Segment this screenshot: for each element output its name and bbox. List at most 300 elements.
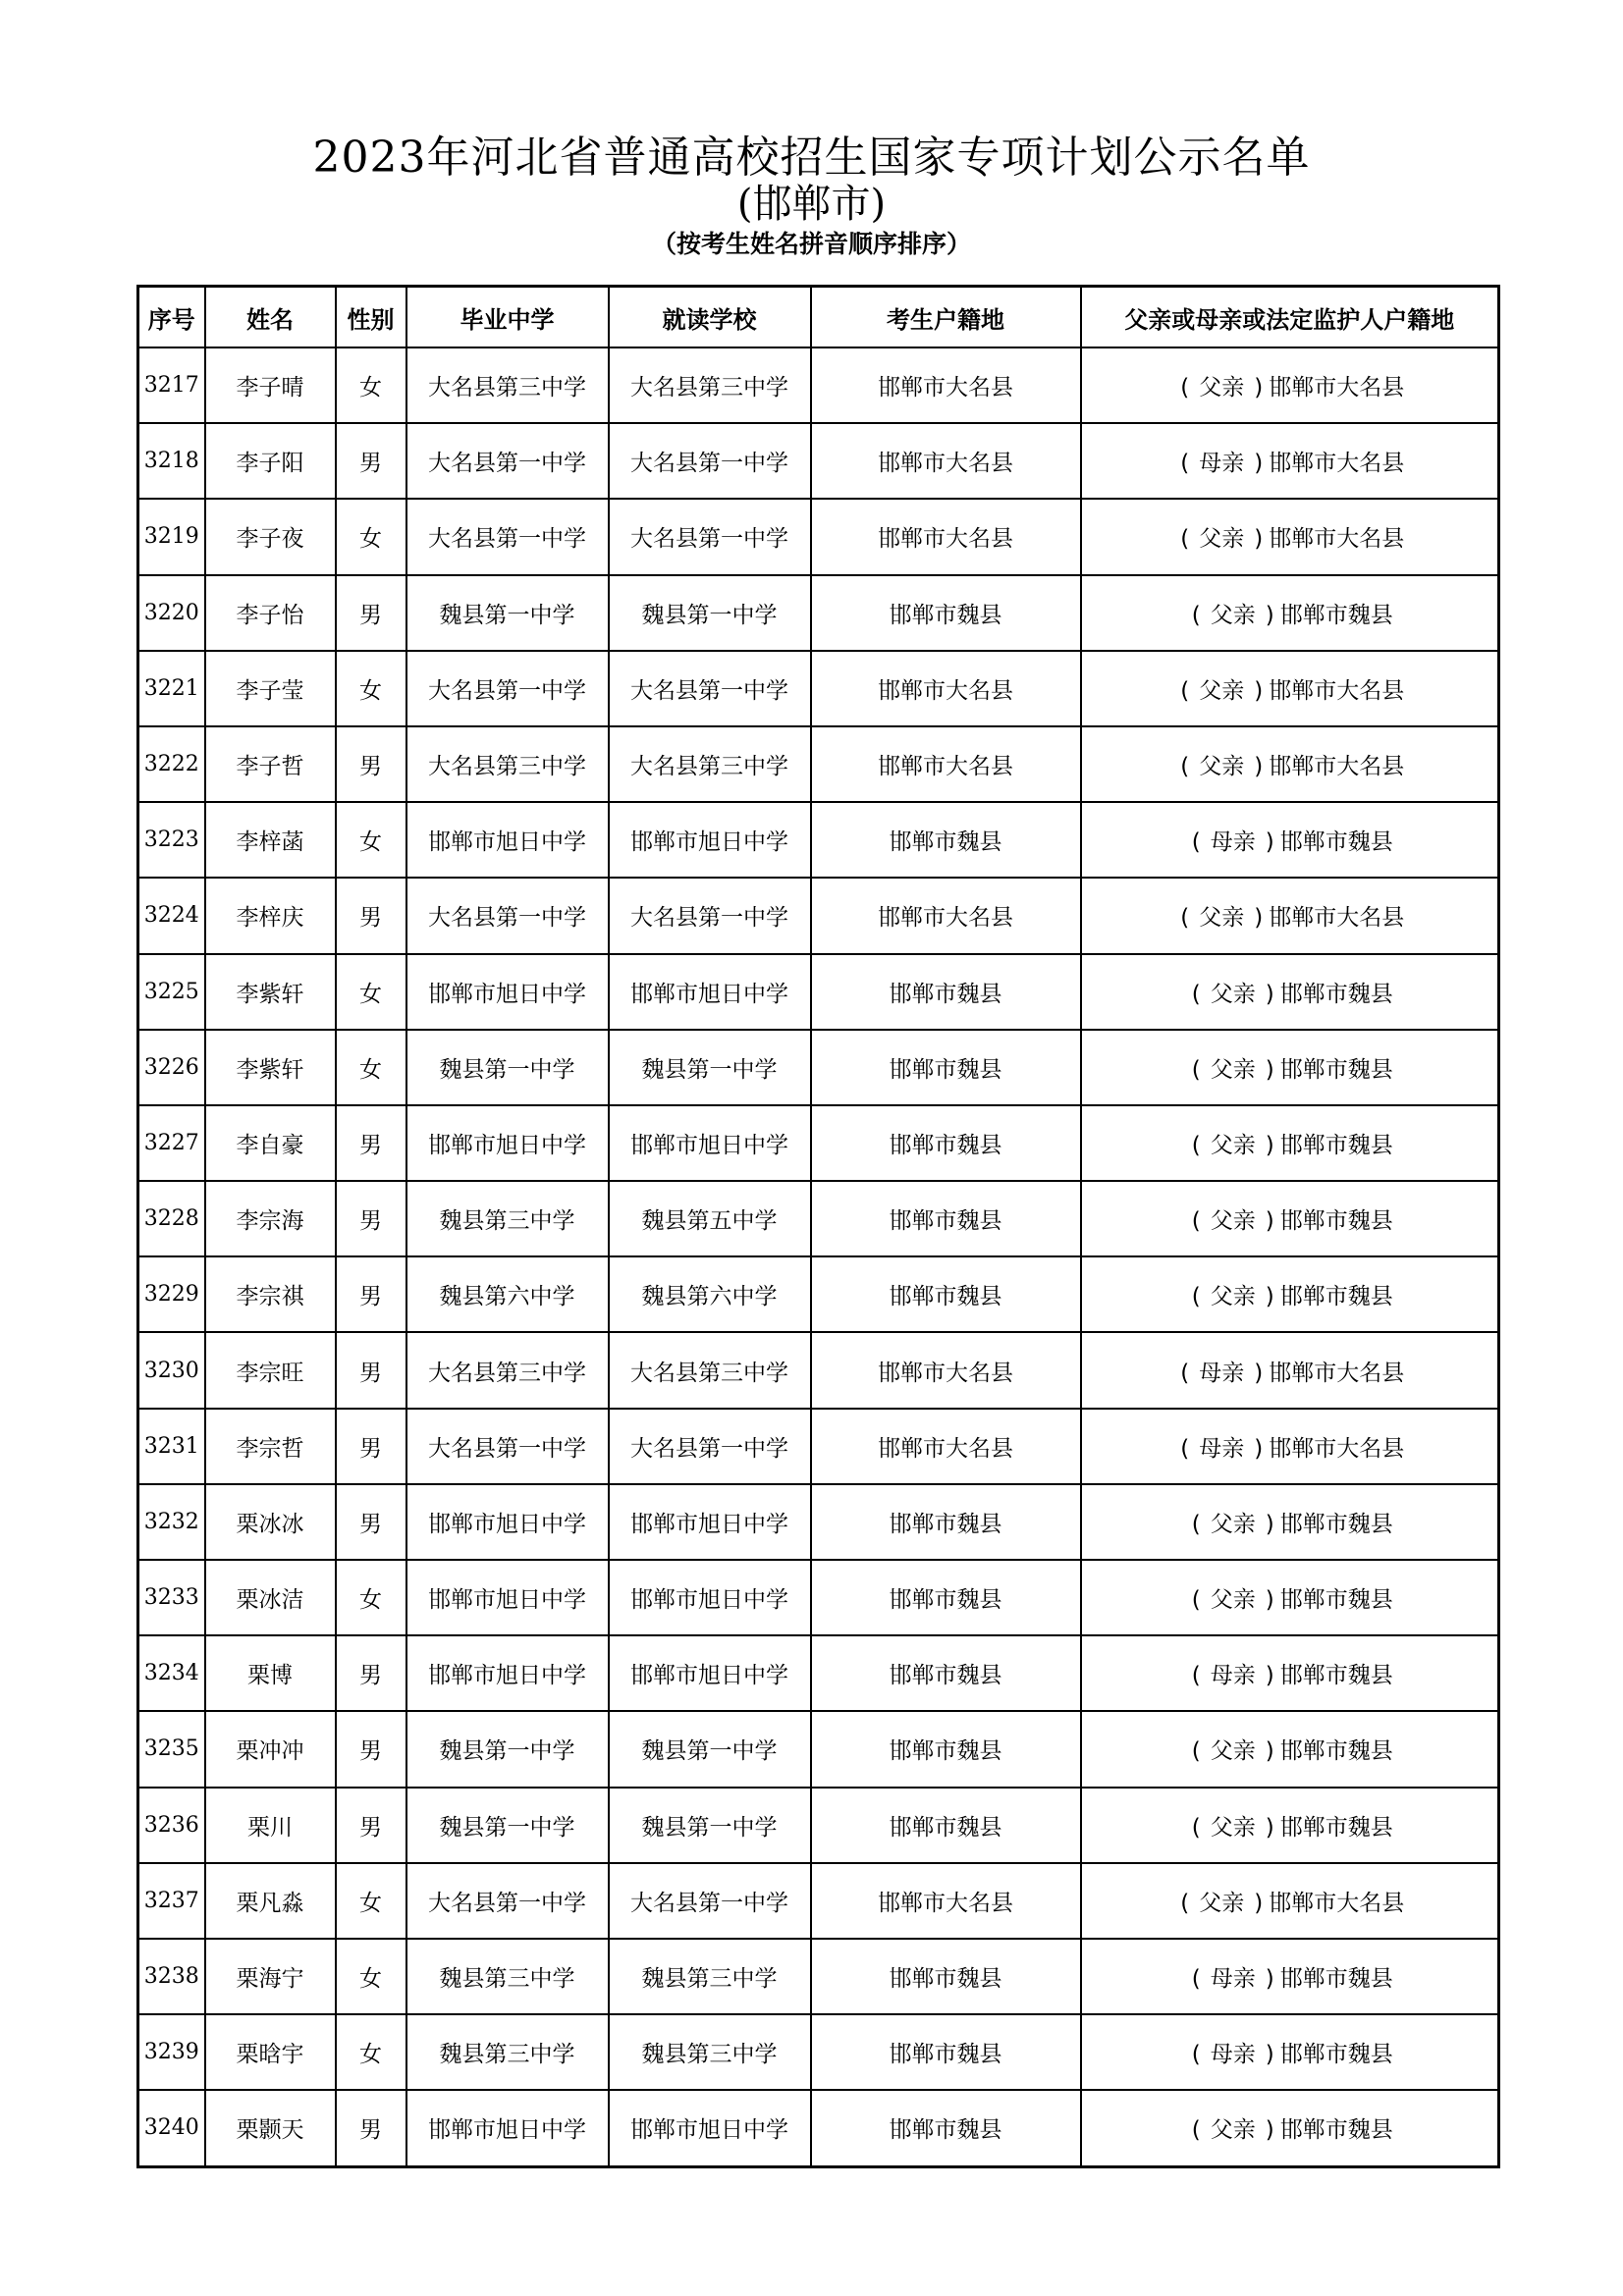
- cell-grad-school: 邯郸市旭日中学: [406, 2090, 609, 2166]
- guardian-relation: 父亲: [1210, 1511, 1256, 1537]
- cell-grad-school: 大名县第一中学: [406, 423, 609, 499]
- relation-open-paren: (: [1180, 1360, 1190, 1386]
- relation-open-paren: (: [1180, 526, 1190, 553]
- relation-close-paren: ): [1265, 1132, 1274, 1158]
- relation-close-paren: ): [1254, 1435, 1264, 1462]
- relation-open-paren: (: [1180, 905, 1190, 932]
- guardian-relation: 母亲: [1199, 1360, 1245, 1386]
- relation-open-paren: (: [1191, 1814, 1201, 1841]
- cell-seq: 3228: [138, 1181, 205, 1256]
- guardian-relation: 父亲: [1210, 1208, 1256, 1235]
- column-header-hukou: 考生户籍地: [811, 287, 1081, 348]
- cell-gender: 男: [336, 878, 406, 953]
- guardian-hukou: 邯郸市大名县: [1269, 526, 1405, 553]
- guardian-hukou: 邯郸市大名县: [1269, 905, 1405, 932]
- cell-name: 李子怡: [205, 575, 336, 651]
- table-row: [138, 802, 1499, 878]
- page-subtitle: (邯郸市): [736, 182, 887, 227]
- cell-hukou: 邯郸市魏县: [811, 954, 1081, 1030]
- relation-open-paren: (: [1191, 1738, 1201, 1765]
- table-row: [138, 726, 1499, 802]
- cell-grad-school: 大名县第三中学: [406, 726, 609, 802]
- cell-grad-school: 魏县第六中学: [406, 1256, 609, 1332]
- guardian-relation: 母亲: [1210, 1966, 1256, 1993]
- cell-grad-school: 魏县第一中学: [406, 575, 609, 651]
- cell-gender: 女: [336, 651, 406, 726]
- cell-current-school: 大名县第一中学: [609, 1409, 811, 1484]
- cell-gender: 男: [336, 1256, 406, 1332]
- table-row: [138, 878, 1499, 953]
- relation-close-paren: ): [1265, 1056, 1274, 1083]
- guardian-hukou: 邯郸市魏县: [1279, 829, 1393, 856]
- cell-current-school: 魏县第一中学: [609, 575, 811, 651]
- cell-name: 李宗祺: [205, 1256, 336, 1332]
- cell-hukou: 邯郸市魏县: [811, 1788, 1081, 1863]
- cell-seq: 3231: [138, 1409, 205, 1484]
- cell-gender: 男: [336, 1788, 406, 1863]
- guardian-hukou: 邯郸市大名县: [1269, 677, 1405, 704]
- cell-hukou: 邯郸市魏县: [811, 1939, 1081, 2014]
- cell-guardian-hukou: [1081, 1030, 1499, 1105]
- cell-seq: 3229: [138, 1256, 205, 1332]
- relation-open-paren: (: [1191, 829, 1201, 856]
- cell-gender: 女: [336, 954, 406, 1030]
- roster-body: [138, 347, 1499, 2166]
- cell-grad-school: 魏县第一中学: [406, 1030, 609, 1105]
- guardian-hukou: 邯郸市魏县: [1279, 1132, 1393, 1158]
- cell-current-school: 魏县第一中学: [609, 1030, 811, 1105]
- cell-hukou: 邯郸市魏县: [811, 1635, 1081, 1711]
- guardian-hukou: 邯郸市大名县: [1269, 375, 1405, 401]
- guardian-relation: 父亲: [1199, 754, 1245, 780]
- cell-guardian-hukou: [1081, 1560, 1499, 1635]
- cell-current-school: 大名县第三中学: [609, 726, 811, 802]
- cell-name: 栗川: [205, 1788, 336, 1863]
- cell-hukou: 邯郸市魏县: [811, 1256, 1081, 1332]
- cell-seq: 3223: [138, 802, 205, 878]
- cell-grad-school: 邯郸市旭日中学: [406, 954, 609, 1030]
- cell-hukou: 邯郸市魏县: [811, 1484, 1081, 1560]
- cell-grad-school: 邯郸市旭日中学: [406, 1560, 609, 1635]
- table-header-row: [138, 287, 1499, 348]
- guardian-hukou: 邯郸市大名县: [1269, 754, 1405, 780]
- cell-guardian-hukou: [1081, 1711, 1499, 1787]
- column-header-gender: 性别: [336, 287, 406, 348]
- cell-hukou: 邯郸市大名县: [811, 1409, 1081, 1484]
- table-row: [138, 2090, 1499, 2166]
- cell-gender: 男: [336, 1105, 406, 1181]
- table-row: [138, 1560, 1499, 1635]
- relation-open-paren: (: [1191, 981, 1201, 1007]
- cell-gender: 男: [336, 1711, 406, 1787]
- cell-name: 李宗海: [205, 1181, 336, 1256]
- cell-current-school: 魏县第一中学: [609, 1788, 811, 1863]
- cell-seq: 3240: [138, 2090, 205, 2166]
- cell-guardian-hukou: [1081, 499, 1499, 574]
- relation-open-paren: (: [1180, 1890, 1190, 1916]
- relation-close-paren: ): [1265, 602, 1274, 628]
- table-row: [138, 1484, 1499, 1560]
- cell-hukou: 邯郸市大名县: [811, 1863, 1081, 1939]
- cell-gender: 女: [336, 347, 406, 423]
- guardian-relation: 父亲: [1199, 905, 1245, 932]
- cell-current-school: 邯郸市旭日中学: [609, 954, 811, 1030]
- cell-current-school: 大名县第一中学: [609, 1863, 811, 1939]
- guardian-hukou: 邯郸市大名县: [1269, 451, 1405, 477]
- cell-guardian-hukou: [1081, 878, 1499, 953]
- cell-guardian-hukou: [1081, 726, 1499, 802]
- table-row: [138, 1863, 1499, 1939]
- relation-close-paren: ): [1265, 1208, 1274, 1235]
- table-row: [138, 347, 1499, 423]
- cell-seq: 3233: [138, 1560, 205, 1635]
- guardian-relation: 父亲: [1210, 1738, 1256, 1765]
- cell-gender: 男: [336, 2090, 406, 2166]
- cell-name: 栗冲冲: [205, 1711, 336, 1787]
- cell-current-school: 邯郸市旭日中学: [609, 1484, 811, 1560]
- relation-close-paren: ): [1265, 1511, 1274, 1537]
- cell-name: 栗冰洁: [205, 1560, 336, 1635]
- table-row: [138, 1256, 1499, 1332]
- cell-current-school: 大名县第一中学: [609, 651, 811, 726]
- relation-close-paren: ): [1265, 2042, 1274, 2068]
- cell-gender: 女: [336, 499, 406, 574]
- table-row: [138, 1788, 1499, 1863]
- cell-guardian-hukou: [1081, 1181, 1499, 1256]
- cell-hukou: 邯郸市魏县: [811, 802, 1081, 878]
- cell-name: 李梓菡: [205, 802, 336, 878]
- relation-open-paren: (: [1191, 1663, 1201, 1689]
- column-header-seq: 序号: [138, 287, 205, 348]
- cell-name: 李紫轩: [205, 1030, 336, 1105]
- relation-open-paren: (: [1191, 1132, 1201, 1158]
- relation-close-paren: ): [1265, 1814, 1274, 1841]
- relation-close-paren: ): [1254, 451, 1264, 477]
- relation-open-paren: (: [1180, 677, 1190, 704]
- cell-guardian-hukou: [1081, 1863, 1499, 1939]
- cell-gender: 女: [336, 1863, 406, 1939]
- cell-guardian-hukou: [1081, 651, 1499, 726]
- cell-grad-school: 大名县第三中学: [406, 347, 609, 423]
- cell-current-school: 邯郸市旭日中学: [609, 2090, 811, 2166]
- cell-guardian-hukou: [1081, 1788, 1499, 1863]
- cell-current-school: 魏县第一中学: [609, 1711, 811, 1787]
- guardian-relation: 母亲: [1210, 1663, 1256, 1689]
- relation-close-paren: ): [1254, 526, 1264, 553]
- cell-grad-school: 大名县第一中学: [406, 878, 609, 953]
- relation-open-paren: (: [1180, 375, 1190, 401]
- guardian-hukou: 邯郸市魏县: [1279, 1284, 1393, 1310]
- cell-guardian-hukou: [1081, 2090, 1499, 2166]
- cell-guardian-hukou: [1081, 954, 1499, 1030]
- cell-gender: 男: [336, 1181, 406, 1256]
- guardian-hukou: 邯郸市魏县: [1279, 1587, 1393, 1614]
- cell-current-school: 大名县第一中学: [609, 878, 811, 953]
- cell-name: 栗晗宇: [205, 2014, 336, 2090]
- guardian-hukou: 邯郸市魏县: [1279, 1663, 1393, 1689]
- table-row: [138, 954, 1499, 1030]
- relation-close-paren: ): [1254, 677, 1264, 704]
- cell-hukou: 邯郸市魏县: [811, 2014, 1081, 2090]
- cell-grad-school: 大名县第三中学: [406, 1332, 609, 1408]
- cell-gender: 女: [336, 802, 406, 878]
- cell-hukou: 邯郸市大名县: [811, 423, 1081, 499]
- table-row: [138, 1030, 1499, 1105]
- table-row: [138, 1939, 1499, 2014]
- table-row: [138, 1105, 1499, 1181]
- guardian-hukou: 邯郸市魏县: [1279, 1738, 1393, 1765]
- cell-guardian-hukou: [1081, 802, 1499, 878]
- guardian-hukou: 邯郸市魏县: [1279, 981, 1393, 1007]
- cell-hukou: 邯郸市大名县: [811, 347, 1081, 423]
- cell-name: 李自豪: [205, 1105, 336, 1181]
- table-row: [138, 1332, 1499, 1408]
- cell-current-school: 邯郸市旭日中学: [609, 1635, 811, 1711]
- cell-gender: 男: [336, 726, 406, 802]
- guardian-relation: 父亲: [1199, 375, 1245, 401]
- relation-close-paren: ): [1265, 1284, 1274, 1310]
- cell-grad-school: 邯郸市旭日中学: [406, 802, 609, 878]
- table-row: [138, 1711, 1499, 1787]
- cell-current-school: 魏县第三中学: [609, 1939, 811, 2014]
- cell-grad-school: 邯郸市旭日中学: [406, 1635, 609, 1711]
- cell-name: 栗凡淼: [205, 1863, 336, 1939]
- table-row: [138, 575, 1499, 651]
- cell-grad-school: 大名县第一中学: [406, 499, 609, 574]
- table-row: [138, 499, 1499, 574]
- guardian-relation: 父亲: [1210, 1587, 1256, 1614]
- guardian-relation: 父亲: [1210, 981, 1256, 1007]
- cell-hukou: 邯郸市魏县: [811, 1105, 1081, 1181]
- relation-close-paren: ): [1254, 375, 1264, 401]
- relation-close-paren: ): [1254, 754, 1264, 780]
- cell-current-school: 大名县第三中学: [609, 347, 811, 423]
- guardian-relation: 母亲: [1199, 451, 1245, 477]
- cell-seq: 3227: [138, 1105, 205, 1181]
- cell-gender: 男: [336, 423, 406, 499]
- cell-grad-school: 魏县第一中学: [406, 1788, 609, 1863]
- cell-name: 李子阳: [205, 423, 336, 499]
- cell-seq: 3239: [138, 2014, 205, 2090]
- relation-open-paren: (: [1191, 1587, 1201, 1614]
- relation-close-paren: ): [1265, 1738, 1274, 1765]
- cell-seq: 3225: [138, 954, 205, 1030]
- cell-seq: 3219: [138, 499, 205, 574]
- relation-close-paren: ): [1254, 1360, 1264, 1386]
- table-row: [138, 423, 1499, 499]
- cell-seq: 3234: [138, 1635, 205, 1711]
- cell-guardian-hukou: [1081, 2014, 1499, 2090]
- cell-name: 栗博: [205, 1635, 336, 1711]
- cell-seq: 3230: [138, 1332, 205, 1408]
- guardian-relation: 父亲: [1199, 677, 1245, 704]
- cell-grad-school: 魏县第一中学: [406, 1711, 609, 1787]
- cell-name: 李子晴: [205, 347, 336, 423]
- guardian-relation: 父亲: [1210, 602, 1256, 628]
- cell-gender: 女: [336, 1939, 406, 2014]
- cell-guardian-hukou: [1081, 1484, 1499, 1560]
- cell-hukou: 邯郸市魏县: [811, 575, 1081, 651]
- table-row: [138, 1181, 1499, 1256]
- cell-name: 栗颢天: [205, 2090, 336, 2166]
- relation-open-paren: (: [1191, 1208, 1201, 1235]
- cell-seq: 3222: [138, 726, 205, 802]
- cell-seq: 3217: [138, 347, 205, 423]
- cell-seq: 3235: [138, 1711, 205, 1787]
- cell-hukou: 邯郸市大名县: [811, 878, 1081, 953]
- cell-name: 李宗旺: [205, 1332, 336, 1408]
- guardian-relation: 父亲: [1210, 1814, 1256, 1841]
- cell-hukou: 邯郸市魏县: [811, 2090, 1081, 2166]
- relation-open-paren: (: [1180, 451, 1190, 477]
- guardian-hukou: 邯郸市大名县: [1269, 1890, 1405, 1916]
- guardian-hukou: 邯郸市魏县: [1279, 1814, 1393, 1841]
- guardian-hukou: 邯郸市魏县: [1279, 1511, 1393, 1537]
- guardian-hukou: 邯郸市大名县: [1269, 1360, 1405, 1386]
- guardian-relation: 母亲: [1199, 1435, 1245, 1462]
- column-header-name: 姓名: [205, 287, 336, 348]
- cell-seq: 3224: [138, 878, 205, 953]
- cell-seq: 3232: [138, 1484, 205, 1560]
- guardian-relation: 父亲: [1199, 1890, 1245, 1916]
- relation-close-paren: ): [1265, 981, 1274, 1007]
- cell-grad-school: 邯郸市旭日中学: [406, 1484, 609, 1560]
- cell-current-school: 邯郸市旭日中学: [609, 1105, 811, 1181]
- table-row: [138, 1635, 1499, 1711]
- cell-guardian-hukou: [1081, 1635, 1499, 1711]
- relation-close-paren: ): [1254, 1890, 1264, 1916]
- relation-open-paren: (: [1191, 1511, 1201, 1537]
- guardian-relation: 母亲: [1210, 2042, 1256, 2068]
- cell-name: 李子夜: [205, 499, 336, 574]
- cell-current-school: 魏县第三中学: [609, 2014, 811, 2090]
- cell-current-school: 魏县第五中学: [609, 1181, 811, 1256]
- column-header-guardian-hukou: 父亲或母亲或法定监护人户籍地: [1081, 287, 1499, 348]
- cell-gender: 男: [336, 1332, 406, 1408]
- cell-grad-school: 魏县第三中学: [406, 1939, 609, 2014]
- relation-close-paren: ): [1254, 905, 1264, 932]
- cell-gender: 女: [336, 1560, 406, 1635]
- guardian-relation: 父亲: [1210, 1284, 1256, 1310]
- guardian-hukou: 邯郸市魏县: [1279, 1056, 1393, 1083]
- cell-gender: 男: [336, 1635, 406, 1711]
- cell-seq: 3221: [138, 651, 205, 726]
- relation-open-paren: (: [1191, 1284, 1201, 1310]
- page-title: 2023年河北省普通高校招生国家专项计划公示名单: [312, 133, 1311, 183]
- guardian-hukou: 邯郸市魏县: [1279, 2117, 1393, 2144]
- cell-current-school: 大名县第一中学: [609, 499, 811, 574]
- cell-hukou: 邯郸市大名县: [811, 651, 1081, 726]
- cell-guardian-hukou: [1081, 1105, 1499, 1181]
- cell-guardian-hukou: [1081, 1332, 1499, 1408]
- cell-seq: 3218: [138, 423, 205, 499]
- guardian-relation: 父亲: [1199, 526, 1245, 553]
- cell-gender: 女: [336, 2014, 406, 2090]
- cell-seq: 3220: [138, 575, 205, 651]
- relation-open-paren: (: [1191, 1056, 1201, 1083]
- cell-guardian-hukou: [1081, 347, 1499, 423]
- cell-hukou: 邯郸市魏县: [811, 1560, 1081, 1635]
- cell-name: 栗冰冰: [205, 1484, 336, 1560]
- cell-current-school: 魏县第六中学: [609, 1256, 811, 1332]
- cell-hukou: 邯郸市魏县: [811, 1181, 1081, 1256]
- column-header-grad-school: 毕业中学: [406, 287, 609, 348]
- cell-name: 李宗哲: [205, 1409, 336, 1484]
- guardian-relation: 父亲: [1210, 2117, 1256, 2144]
- guardian-hukou: 邯郸市魏县: [1279, 1966, 1393, 1993]
- cell-gender: 男: [336, 1409, 406, 1484]
- cell-hukou: 邯郸市魏县: [811, 1030, 1081, 1105]
- cell-guardian-hukou: [1081, 1409, 1499, 1484]
- cell-seq: 3238: [138, 1939, 205, 2014]
- cell-grad-school: 魏县第三中学: [406, 2014, 609, 2090]
- guardian-relation: 母亲: [1210, 829, 1256, 856]
- relation-open-paren: (: [1191, 2042, 1201, 2068]
- relation-close-paren: ): [1265, 1663, 1274, 1689]
- cell-gender: 男: [336, 575, 406, 651]
- cell-current-school: 大名县第一中学: [609, 423, 811, 499]
- cell-guardian-hukou: [1081, 575, 1499, 651]
- table-row: [138, 2014, 1499, 2090]
- cell-seq: 3236: [138, 1788, 205, 1863]
- cell-name: 李梓庆: [205, 878, 336, 953]
- relation-close-paren: ): [1265, 1966, 1274, 1993]
- relation-close-paren: ): [1265, 1587, 1274, 1614]
- cell-name: 李紫轩: [205, 954, 336, 1030]
- cell-seq: 3226: [138, 1030, 205, 1105]
- cell-hukou: 邯郸市大名县: [811, 726, 1081, 802]
- guardian-hukou: 邯郸市魏县: [1279, 2042, 1393, 2068]
- cell-current-school: 邯郸市旭日中学: [609, 802, 811, 878]
- relation-close-paren: ): [1265, 829, 1274, 856]
- cell-seq: 3237: [138, 1863, 205, 1939]
- guardian-hukou: 邯郸市魏县: [1279, 1208, 1393, 1235]
- table-row: [138, 1409, 1499, 1484]
- guardian-relation: 父亲: [1210, 1056, 1256, 1083]
- cell-hukou: 邯郸市大名县: [811, 1332, 1081, 1408]
- cell-name: 栗海宁: [205, 1939, 336, 2014]
- cell-hukou: 邯郸市魏县: [811, 1711, 1081, 1787]
- cell-grad-school: 大名县第一中学: [406, 1863, 609, 1939]
- guardian-hukou: 邯郸市大名县: [1269, 1435, 1405, 1462]
- table-row: [138, 651, 1499, 726]
- relation-close-paren: ): [1265, 2117, 1274, 2144]
- relation-open-paren: (: [1191, 1966, 1201, 1993]
- guardian-relation: 父亲: [1210, 1132, 1256, 1158]
- cell-hukou: 邯郸市大名县: [811, 499, 1081, 574]
- cell-name: 李子莹: [205, 651, 336, 726]
- relation-open-paren: (: [1180, 754, 1190, 780]
- cell-guardian-hukou: [1081, 423, 1499, 499]
- sort-note: （按考生姓名拼音顺序排序）: [651, 230, 971, 258]
- cell-grad-school: 邯郸市旭日中学: [406, 1105, 609, 1181]
- cell-grad-school: 大名县第一中学: [406, 1409, 609, 1484]
- cell-gender: 男: [336, 1484, 406, 1560]
- cell-grad-school: 魏县第三中学: [406, 1181, 609, 1256]
- cell-gender: 女: [336, 1030, 406, 1105]
- cell-name: 李子哲: [205, 726, 336, 802]
- cell-grad-school: 大名县第一中学: [406, 651, 609, 726]
- cell-current-school: 大名县第三中学: [609, 1332, 811, 1408]
- cell-guardian-hukou: [1081, 1939, 1499, 2014]
- column-header-current-school: 就读学校: [609, 287, 811, 348]
- roster-table: [136, 285, 1500, 2168]
- relation-open-paren: (: [1191, 2117, 1201, 2144]
- cell-current-school: 邯郸市旭日中学: [609, 1560, 811, 1635]
- relation-open-paren: (: [1180, 1435, 1190, 1462]
- relation-open-paren: (: [1191, 602, 1201, 628]
- guardian-hukou: 邯郸市魏县: [1279, 602, 1393, 628]
